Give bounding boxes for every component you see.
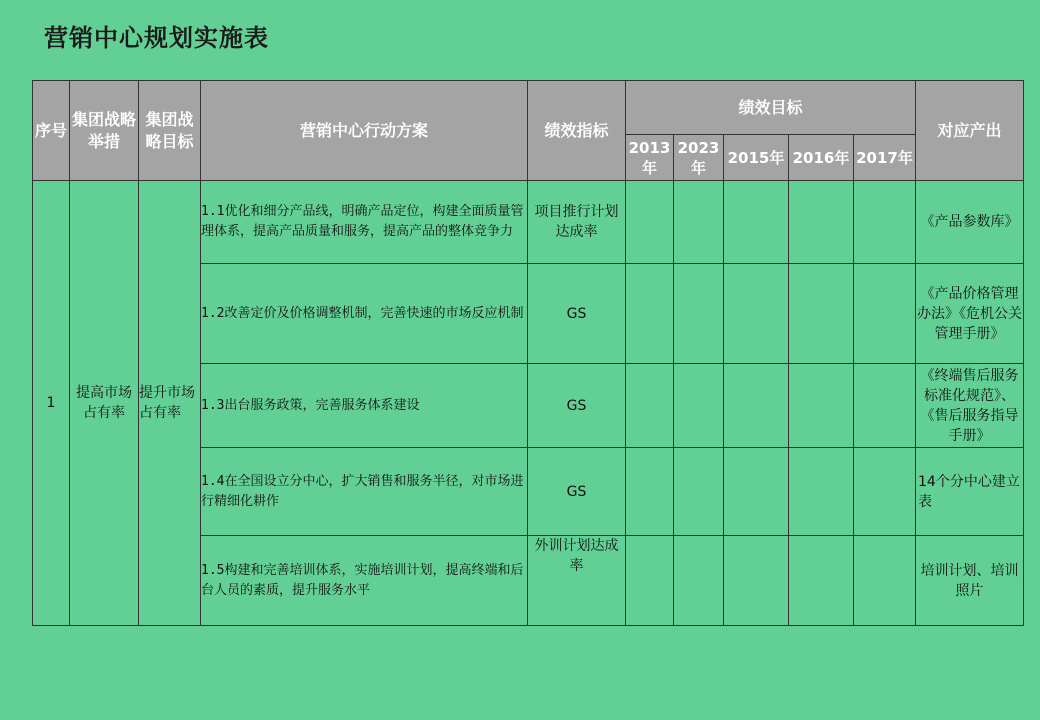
- kpi-cell: 项目推行计划达成率: [528, 181, 626, 264]
- header-year: 2015年: [724, 135, 789, 181]
- year-value-cell: [674, 536, 724, 626]
- action-cell: 1.4在全国设立分中心，扩大销售和服务半径，对市场进行精细化耕作: [201, 448, 528, 536]
- kpi-cell: 外训计划达成率: [528, 536, 626, 626]
- year-value-cell: [724, 181, 789, 264]
- header-measure: 集团战略举措: [70, 81, 139, 181]
- year-value-cell: [789, 536, 854, 626]
- year-value-cell: [789, 448, 854, 536]
- year-value-cell: [854, 264, 916, 364]
- year-value-cell: [789, 264, 854, 364]
- kpi-cell: GS: [528, 364, 626, 448]
- output-cell: 《终端售后服务标准化规范》、《售后服务指导手册》: [916, 364, 1024, 448]
- page-title: 营销中心规划实施表: [44, 23, 269, 52]
- header-year: 2013年: [626, 135, 674, 181]
- year-value-cell: [854, 536, 916, 626]
- header-action: 营销中心行动方案: [201, 81, 528, 181]
- year-value-cell: [626, 364, 674, 448]
- output-cell: 《产品参数库》: [916, 181, 1024, 264]
- header-year: 2017年: [854, 135, 916, 181]
- year-value-cell: [626, 264, 674, 364]
- header-target: 绩效目标: [626, 81, 916, 135]
- header-year: 2016年: [789, 135, 854, 181]
- header-seq: 序号: [33, 81, 70, 181]
- action-cell: 1.1优化和细分产品线，明确产品定位，构建全面质量管理体系，提高产品质量和服务，提高产品的整体竞争力: [201, 181, 528, 264]
- year-value-cell: [626, 448, 674, 536]
- kpi-cell: GS: [528, 264, 626, 364]
- table-row: [33, 181, 1024, 264]
- year-value-cell: [854, 364, 916, 448]
- header-goal: 集团战略目标: [139, 81, 201, 181]
- year-value-cell: [674, 181, 724, 264]
- year-value-cell: [674, 364, 724, 448]
- header-year: 2023年: [674, 135, 724, 181]
- year-value-cell: [854, 448, 916, 536]
- year-value-cell: [789, 181, 854, 264]
- kpi-cell: GS: [528, 448, 626, 536]
- year-value-cell: [724, 536, 789, 626]
- output-cell: 14个分中心建立表: [916, 448, 1024, 536]
- year-value-cell: [674, 448, 724, 536]
- header-output: 对应产出: [916, 81, 1024, 181]
- header-kpi: 绩效指标: [528, 81, 626, 181]
- year-value-cell: [626, 181, 674, 264]
- year-value-cell: [674, 264, 724, 364]
- year-value-cell: [854, 181, 916, 264]
- goal-cell: 提升市场占有率: [139, 181, 201, 626]
- year-value-cell: [724, 264, 789, 364]
- plan-table: [32, 80, 1024, 626]
- output-cell: 培训计划、培训照片: [916, 536, 1024, 626]
- measure-cell: 提高市场占有率: [70, 181, 139, 626]
- action-cell: 1.5构建和完善培训体系，实施培训计划，提高终端和后台人员的素质，提升服务水平: [201, 536, 528, 626]
- year-value-cell: [724, 448, 789, 536]
- year-value-cell: [724, 364, 789, 448]
- action-cell: 1.3出台服务政策，完善服务体系建设: [201, 364, 528, 448]
- action-cell: 1.2改善定价及价格调整机制，完善快速的市场反应机制: [201, 264, 528, 364]
- year-value-cell: [789, 364, 854, 448]
- year-value-cell: [626, 536, 674, 626]
- seq-cell: 1: [33, 181, 70, 626]
- output-cell: 《产品价格管理办法》《危机公关管理手册》: [916, 264, 1024, 364]
